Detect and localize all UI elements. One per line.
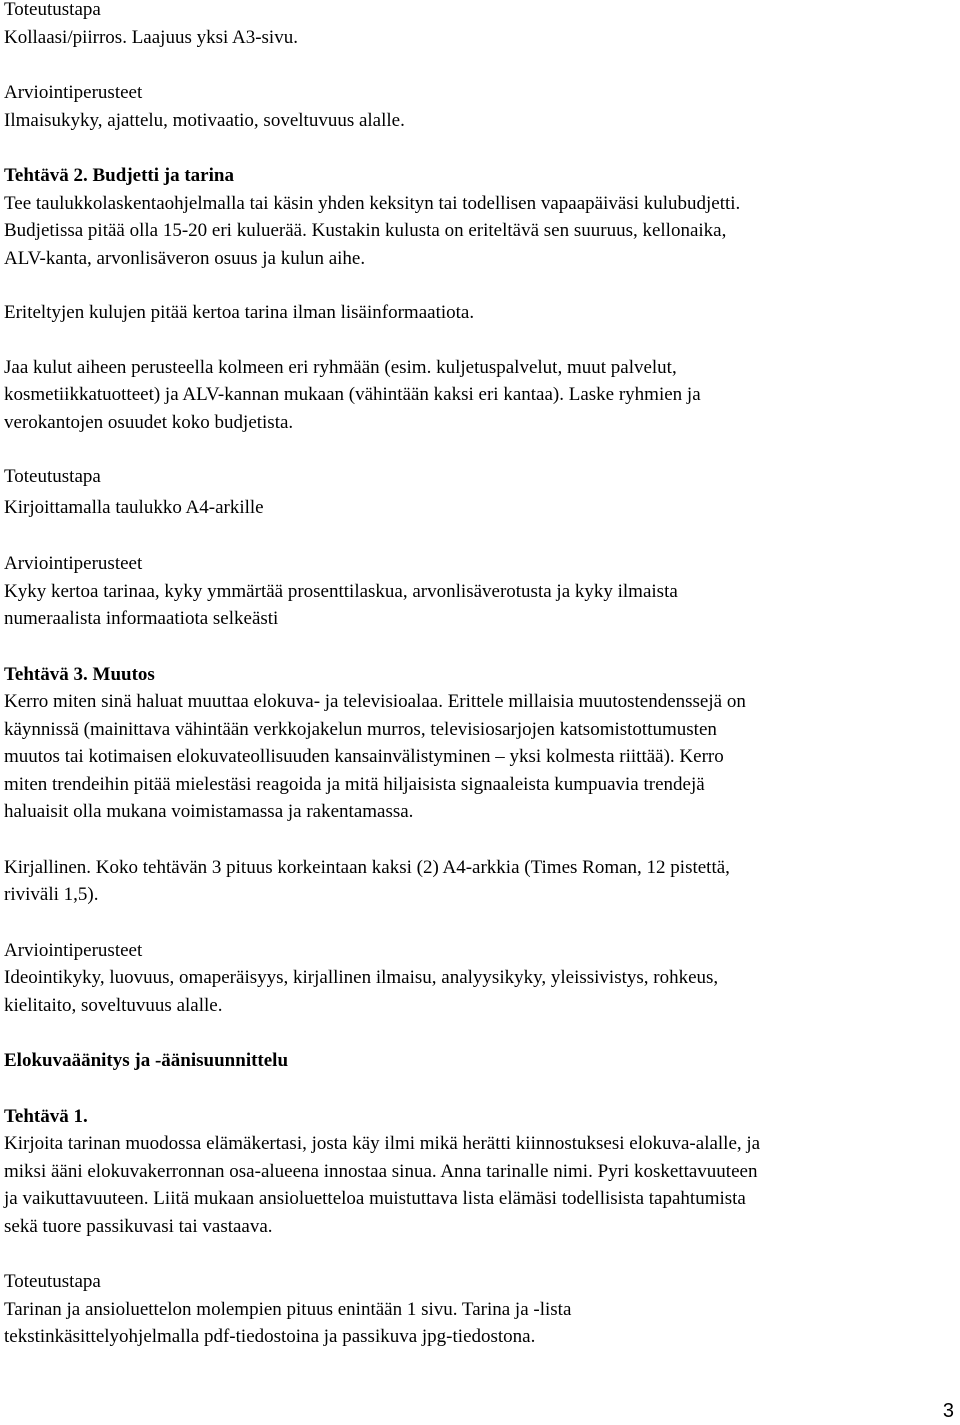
- document-page: [4, 0, 954, 1351]
- task3-para1-line1: Kerro miten sinä haluat muuttaa elokuva- ja televisioalaa. Erittele millaisia muutostendenssejä on: [4, 691, 746, 712]
- task3-para1-line3: muutos tai kotimaisen elokuvateollisuuden kansainvälistyminen – yksi kolmesta riittää). Kerro: [4, 746, 724, 767]
- task3-title: Tehtävä 3. Muutos: [4, 663, 155, 685]
- task2-para1-line2: Budjetissa pitää olla 15-20 eri kuluerää. Kustakin kulusta on eriteltävä sen suuruus, kellonaika,: [4, 220, 727, 241]
- task3-para2-line2: riviväli 1,5).: [4, 884, 99, 905]
- task2-para1-line3: ALV-kanta, arvonlisäveron osuus ja kulun aihe.: [4, 247, 366, 269]
- page-number: 3: [942, 1400, 954, 1422]
- task2-para3-line1: Jaa kulut aiheen perusteella kolmeen eri ryhmään (esim. kuljetuspalvelut, muut palvelut,: [4, 356, 677, 378]
- task3-para1-line2: käynnissä (mainittava vähintään verkkojakelun murros, televisiosarjojen katsomistottumusten: [4, 718, 717, 740]
- task1-para1-line4: sekä tuore passikuvasi tai vastaava.: [4, 1215, 273, 1237]
- task1-para1-line2: miksi ääni elokuvakerronnan osa-alueena innostaa sinua. Anna tarinalle nimi. Pyri koskettavuuteen: [4, 1160, 758, 1182]
- task2-para2: Eriteltyjen kulujen pitää kertoa tarina ilman lisäinformaatiota.: [4, 302, 475, 323]
- task1-toteutus-line2: tekstinkäsittelyohjelmalla pdf-tiedostoina ja passikuva jpg-tiedostona.: [4, 1326, 536, 1347]
- heading-arviointiperusteet: Arviointiperusteet: [4, 82, 143, 103]
- task2-arviointi-line2: numeraalista informaatiota selkeästi: [4, 608, 279, 629]
- task1-para1-line1: Kirjoita tarinan muodossa elämäkertasi, josta käy ilmi mikä herätti kiinnostuksesi elokuva-alalle, ja: [4, 1133, 761, 1154]
- task2-title: Tehtävä 2. Budjetti ja tarina: [4, 165, 234, 186]
- task2-heading-toteutustapa: Toteutustapa: [4, 466, 101, 487]
- task1-para1-line3: ja vaikuttavuuteen. Liitä mukaan ansioluetteloa muistuttava lista elämäsi todellisista tapahtumista: [4, 1188, 746, 1209]
- task1-toteutus-line1: Tarinan ja ansioluettelon molempien pituus enintään 1 sivu. Tarina ja -lista: [4, 1298, 572, 1320]
- task2-para1-line1: Tee taulukkolaskentaohjelmalla tai käsin yhden keksityn tai todellisen vapaapäiväsi kulubudjetti.: [4, 192, 741, 214]
- task3-heading-arviointiperusteet: Arviointiperusteet: [4, 939, 143, 961]
- task3-para2-line1: Kirjallinen. Koko tehtävän 3 pituus korkeintaan kaksi (2) A4-arkkia (Times Roman, 12 pistettä,: [4, 856, 730, 878]
- arviointiperusteet-text: Ilmaisukyky, ajattelu, motivaatio, soveltuvuus alalle.: [4, 109, 405, 131]
- toteutustapa-text: Kollaasi/piirros. Laajuus yksi A3-sivu.: [4, 26, 298, 48]
- task3-arviointi-line2: kielitaito, soveltuvuus alalle.: [4, 994, 223, 1016]
- task2-toteutustapa-text: Kirjoittamalla taulukko A4-arkille: [4, 496, 264, 518]
- task1-heading-toteutustapa: Toteutustapa: [4, 1271, 101, 1292]
- task1-title: Tehtävä 1.: [4, 1105, 88, 1127]
- task3-arviointi-line1: Ideointikyky, luovuus, omaperäisyys, kirjallinen ilmaisu, analyysikyky, yleissivistys, rohkeus,: [4, 967, 719, 988]
- task2-heading-arviointiperusteet: Arviointiperusteet: [4, 553, 143, 574]
- task2-arviointi-line1: Kyky kertoa tarinaa, kyky ymmärtää prosenttilaskua, arvonlisäverotusta ja kyky ilmaista: [4, 580, 678, 602]
- heading-toteutustapa: Toteutustapa: [4, 0, 101, 20]
- task2-para3-line2: kosmetiikkatuotteet) ja ALV-kannan mukaan (vähintään kaksi eri kantaa). Laske ryhmien ja: [4, 384, 701, 405]
- section-title: Elokuvaäänitys ja -äänisuunnittelu: [4, 1050, 289, 1071]
- task3-para1-line4: miten trendeihin pitää mielestäsi reagoida ja mitä hiljaisista signaaleista kumpuavia trendejä: [4, 773, 705, 795]
- task2-para3-line3: verokantojen osuudet koko budjetista.: [4, 411, 294, 433]
- task3-para1-line5: haluaisit olla mukana voimistamassa ja rakentamassa.: [4, 801, 414, 822]
